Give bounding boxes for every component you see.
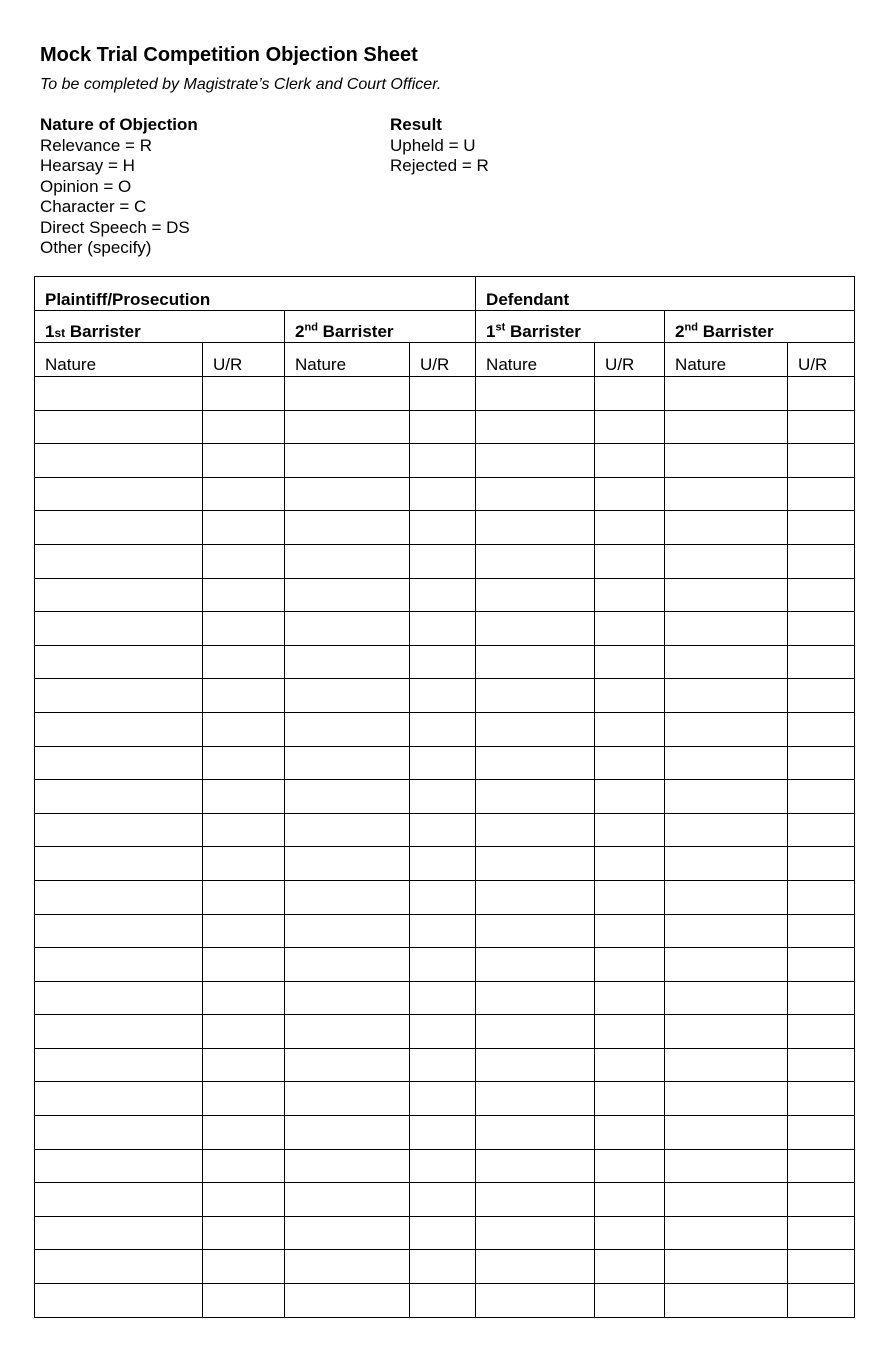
defendant-second-result-cell[interactable]	[788, 511, 855, 545]
defendant-second-nature-cell[interactable]	[665, 780, 788, 814]
defendant-second-result-cell[interactable]	[788, 544, 855, 578]
plaintiff-first-result-cell[interactable]	[203, 578, 285, 612]
plaintiff-second-result-cell[interactable]	[410, 444, 476, 478]
defendant-second-nature-cell[interactable]	[665, 948, 788, 982]
defendant-first-nature-cell[interactable]	[476, 377, 595, 411]
plaintiff-first-nature-cell[interactable]	[35, 477, 203, 511]
defendant-second-nature-cell[interactable]	[665, 880, 788, 914]
plaintiff-second-nature-cell[interactable]	[285, 746, 410, 780]
plaintiff-second-nature-cell[interactable]	[285, 847, 410, 881]
defendant-first-nature-cell[interactable]	[476, 679, 595, 713]
defendant-first-result-cell[interactable]	[595, 780, 665, 814]
defendant-first-nature-cell[interactable]	[476, 847, 595, 881]
result-legend-item: Rejected = R	[390, 156, 489, 175]
table-row	[35, 1082, 855, 1116]
plaintiff-second-nature-cell[interactable]	[285, 1183, 410, 1217]
plaintiff-second-result-cell[interactable]	[410, 410, 476, 444]
defendant-second-result-cell[interactable]	[788, 1048, 855, 1082]
defendant-first-result-cell[interactable]	[595, 578, 665, 612]
plaintiff-second-result-cell[interactable]	[410, 1048, 476, 1082]
defendant-second-result-cell[interactable]	[788, 1149, 855, 1183]
result-legend-item: Upheld = U	[390, 135, 476, 155]
defendant-second-nature-cell[interactable]	[665, 1048, 788, 1082]
plaintiff-first-result-cell[interactable]	[203, 948, 285, 982]
defendant-second-result-cell[interactable]	[788, 1216, 855, 1250]
table-row	[35, 981, 855, 1015]
table-row	[35, 1015, 855, 1049]
plaintiff-second-nature-cell[interactable]	[285, 1149, 410, 1183]
defendant-second-result-cell[interactable]	[788, 645, 855, 679]
plaintiff-first-barrister-header: 1st Barrister	[35, 311, 285, 343]
defendant-second-result-cell[interactable]	[788, 1183, 855, 1217]
table-row	[35, 477, 855, 511]
defendant-second-nature-cell[interactable]	[665, 813, 788, 847]
nature-legend-item: Hearsay = H	[40, 156, 135, 175]
plaintiff-first-result-cell[interactable]	[203, 377, 285, 411]
defendant-first-nature-cell[interactable]	[476, 544, 595, 578]
plaintiff-second-nature-cell[interactable]	[285, 679, 410, 713]
plaintiff-first-result-cell[interactable]	[203, 914, 285, 948]
plaintiff-second-nature-cell[interactable]	[285, 813, 410, 847]
defendant-first-result-cell[interactable]	[595, 645, 665, 679]
plaintiff-second-result-cell[interactable]	[410, 511, 476, 545]
plaintiff-first-nature-cell[interactable]	[35, 746, 203, 780]
defendant-second-result-cell[interactable]	[788, 444, 855, 478]
plaintiff-second-result-cell[interactable]	[410, 1250, 476, 1284]
defendant-first-result-cell[interactable]	[595, 1015, 665, 1049]
plaintiff-first-nature-cell[interactable]	[35, 880, 203, 914]
defendant-first-nature-cell[interactable]	[476, 712, 595, 746]
defendant-first-nature-cell[interactable]	[476, 645, 595, 679]
objection-table	[34, 276, 855, 1318]
table-row	[35, 1250, 855, 1284]
plaintiff-second-nature-cell[interactable]	[285, 544, 410, 578]
plaintiff-first-nature-cell[interactable]	[35, 612, 203, 646]
column-header-nature: Nature	[35, 343, 203, 377]
table-row	[35, 544, 855, 578]
defendant-second-result-cell[interactable]	[788, 948, 855, 982]
defendant-second-nature-cell[interactable]	[665, 444, 788, 478]
plaintiff-first-result-cell[interactable]	[203, 410, 285, 444]
plaintiff-second-nature-cell[interactable]	[285, 645, 410, 679]
plaintiff-first-result-cell[interactable]	[203, 1250, 285, 1284]
table-row	[35, 1216, 855, 1250]
defendant-first-result-cell[interactable]	[595, 1284, 665, 1318]
defendant-second-result-cell[interactable]	[788, 578, 855, 612]
defendant-second-result-cell[interactable]	[788, 712, 855, 746]
plaintiff-second-result-cell[interactable]	[410, 578, 476, 612]
plaintiff-first-result-cell[interactable]	[203, 1116, 285, 1150]
defendant-first-nature-cell[interactable]	[476, 511, 595, 545]
plaintiff-second-result-cell[interactable]	[410, 880, 476, 914]
defendant-first-nature-cell[interactable]	[476, 914, 595, 948]
table-row	[35, 1149, 855, 1183]
plaintiff-second-result-cell[interactable]	[410, 1183, 476, 1217]
defendant-first-nature-cell[interactable]	[476, 578, 595, 612]
defendant-first-nature-cell[interactable]	[476, 1015, 595, 1049]
defendant-first-result-cell[interactable]	[595, 444, 665, 478]
defendant-first-result-cell[interactable]	[595, 712, 665, 746]
table-row	[35, 948, 855, 982]
defendant-second-nature-cell[interactable]	[665, 477, 788, 511]
defendant-second-nature-cell[interactable]	[665, 1116, 788, 1150]
result-legend-heading: Result	[390, 115, 442, 134]
defendant-second-result-cell[interactable]	[788, 377, 855, 411]
plaintiff-first-result-cell[interactable]	[203, 1284, 285, 1318]
defendant-second-result-cell[interactable]	[788, 981, 855, 1015]
defendant-second-nature-cell[interactable]	[665, 679, 788, 713]
defendant-first-result-cell[interactable]	[595, 1250, 665, 1284]
defendant-first-nature-cell[interactable]	[476, 880, 595, 914]
defendant-first-nature-cell[interactable]	[476, 1048, 595, 1082]
defendant-second-nature-cell[interactable]	[665, 1216, 788, 1250]
plaintiff-first-result-cell[interactable]	[203, 847, 285, 881]
defendant-second-nature-cell[interactable]	[665, 578, 788, 612]
defendant-second-nature-cell[interactable]	[665, 914, 788, 948]
defendant-first-result-cell[interactable]	[595, 981, 665, 1015]
column-header-result: U/R	[788, 343, 855, 377]
plaintiff-first-result-cell[interactable]	[203, 444, 285, 478]
plaintiff-first-result-cell[interactable]	[203, 813, 285, 847]
plaintiff-first-nature-cell[interactable]	[35, 1183, 203, 1217]
defendant-first-result-cell[interactable]	[595, 914, 665, 948]
plaintiff-first-result-cell[interactable]	[203, 612, 285, 646]
plaintiff-second-nature-cell[interactable]	[285, 511, 410, 545]
table-row	[35, 780, 855, 814]
plaintiff-second-result-cell[interactable]	[410, 1216, 476, 1250]
result-legend	[390, 115, 489, 177]
defendant-first-result-cell[interactable]	[595, 813, 665, 847]
plaintiff-second-result-cell[interactable]	[410, 813, 476, 847]
defendant-first-result-cell[interactable]	[595, 880, 665, 914]
plaintiff-second-result-cell[interactable]	[410, 712, 476, 746]
table-row	[35, 1183, 855, 1217]
defendant-first-result-cell[interactable]	[595, 1149, 665, 1183]
plaintiff-first-result-cell[interactable]	[203, 1183, 285, 1217]
defendant-first-result-cell[interactable]	[595, 1183, 665, 1217]
plaintiff-first-result-cell[interactable]	[203, 645, 285, 679]
plaintiff-second-result-cell[interactable]	[410, 1015, 476, 1049]
defendant-first-result-cell[interactable]	[595, 1048, 665, 1082]
defendant-first-result-cell[interactable]	[595, 948, 665, 982]
plaintiff-second-nature-cell[interactable]	[285, 612, 410, 646]
defendant-second-result-cell[interactable]	[788, 477, 855, 511]
defendant-first-nature-cell[interactable]	[476, 410, 595, 444]
table-row	[35, 612, 855, 646]
defendant-first-result-cell[interactable]	[595, 1082, 665, 1116]
column-header-result: U/R	[595, 343, 665, 377]
plaintiff-first-nature-cell[interactable]	[35, 1116, 203, 1150]
defendant-first-nature-cell[interactable]	[476, 444, 595, 478]
defendant-second-result-cell[interactable]	[788, 1284, 855, 1318]
column-header-result: U/R	[203, 343, 285, 377]
plaintiff-first-nature-cell[interactable]	[35, 1015, 203, 1049]
plaintiff-second-nature-cell[interactable]	[285, 1116, 410, 1150]
column-header-nature: Nature	[665, 343, 788, 377]
plaintiff-second-result-cell[interactable]	[410, 477, 476, 511]
table-row	[35, 847, 855, 881]
objection-entries	[35, 377, 855, 1318]
plaintiff-first-result-cell[interactable]	[203, 477, 285, 511]
nature-legend-heading: Nature of Objection	[40, 115, 198, 134]
plaintiff-first-result-cell[interactable]	[203, 981, 285, 1015]
defendant-first-result-cell[interactable]	[595, 410, 665, 444]
defendant-first-result-cell[interactable]	[595, 544, 665, 578]
defendant-second-result-cell[interactable]	[788, 914, 855, 948]
column-header-nature: Nature	[476, 343, 595, 377]
table-row	[35, 578, 855, 612]
plaintiff-second-nature-cell[interactable]	[285, 1048, 410, 1082]
defendant-second-result-cell[interactable]	[788, 813, 855, 847]
plaintiff-first-nature-cell[interactable]	[35, 1216, 203, 1250]
plaintiff-first-nature-cell[interactable]	[35, 444, 203, 478]
defendant-first-result-cell[interactable]	[595, 1216, 665, 1250]
plaintiff-first-nature-cell[interactable]	[35, 847, 203, 881]
plaintiff-first-nature-cell[interactable]	[35, 813, 203, 847]
defendant-first-result-cell[interactable]	[595, 1116, 665, 1150]
defendant-first-nature-cell[interactable]	[476, 1250, 595, 1284]
sheet-instructions: To be completed by Magistrate’s Clerk and Court Officer.	[40, 76, 442, 93]
plaintiff-second-nature-cell[interactable]	[285, 914, 410, 948]
plaintiff-second-nature-cell[interactable]	[285, 578, 410, 612]
plaintiff-second-result-cell[interactable]	[410, 847, 476, 881]
defendant-second-nature-cell[interactable]	[665, 612, 788, 646]
plaintiff-first-result-cell[interactable]	[203, 746, 285, 780]
defendant-first-result-cell[interactable]	[595, 511, 665, 545]
defendant-second-nature-cell[interactable]	[665, 712, 788, 746]
plaintiff-first-result-cell[interactable]	[203, 1216, 285, 1250]
defendant-second-nature-cell[interactable]	[665, 645, 788, 679]
plaintiff-second-nature-cell[interactable]	[285, 712, 410, 746]
defendant-first-result-cell[interactable]	[595, 477, 665, 511]
nature-legend-item: Opinion = O	[40, 176, 132, 196]
defendant-first-nature-cell[interactable]	[476, 1149, 595, 1183]
table-row	[35, 1116, 855, 1150]
plaintiff-second-result-cell[interactable]	[410, 1082, 476, 1116]
defendant-second-barrister-header: 2nd Barrister	[665, 311, 855, 343]
nature-legend-item: Other (specify)	[40, 238, 152, 257]
plaintiff-first-nature-cell[interactable]	[35, 1149, 203, 1183]
table-row	[35, 914, 855, 948]
defendant-first-result-cell[interactable]	[595, 679, 665, 713]
plaintiff-second-nature-cell[interactable]	[285, 1284, 410, 1318]
plaintiff-second-result-cell[interactable]	[410, 981, 476, 1015]
defendant-first-result-cell[interactable]	[595, 847, 665, 881]
defendant-first-nature-cell[interactable]	[476, 1116, 595, 1150]
plaintiff-second-result-cell[interactable]	[410, 914, 476, 948]
plaintiff-second-nature-cell[interactable]	[285, 410, 410, 444]
plaintiff-first-nature-cell[interactable]	[35, 544, 203, 578]
defendant-first-nature-cell[interactable]	[476, 612, 595, 646]
plaintiff-second-result-cell[interactable]	[410, 948, 476, 982]
plaintiff-first-result-cell[interactable]	[203, 1082, 285, 1116]
table-row	[35, 1048, 855, 1082]
defendant-first-result-cell[interactable]	[595, 746, 665, 780]
defendant-second-nature-cell[interactable]	[665, 746, 788, 780]
defendant-first-nature-cell[interactable]	[476, 780, 595, 814]
plaintiff-second-result-cell[interactable]	[410, 1149, 476, 1183]
plaintiff-first-nature-cell[interactable]	[35, 981, 203, 1015]
defendant-second-nature-cell[interactable]	[665, 847, 788, 881]
plaintiff-first-nature-cell[interactable]	[35, 410, 203, 444]
defendant-second-result-cell[interactable]	[788, 1015, 855, 1049]
plaintiff-first-result-cell[interactable]	[203, 712, 285, 746]
defendant-first-result-cell[interactable]	[595, 612, 665, 646]
plaintiff-second-nature-cell[interactable]	[285, 1015, 410, 1049]
plaintiff-first-result-cell[interactable]	[203, 679, 285, 713]
plaintiff-second-nature-cell[interactable]	[285, 1250, 410, 1284]
table-row	[35, 444, 855, 478]
table-row	[35, 880, 855, 914]
plaintiff-second-result-cell[interactable]	[410, 679, 476, 713]
table-row	[35, 1284, 855, 1318]
plaintiff-first-nature-cell[interactable]	[35, 511, 203, 545]
defendant-second-result-cell[interactable]	[788, 1116, 855, 1150]
plaintiff-second-result-cell[interactable]	[410, 1116, 476, 1150]
nature-legend-item: Relevance = R	[40, 135, 152, 155]
defendant-header: Defendant	[476, 277, 855, 311]
plaintiff-first-nature-cell[interactable]	[35, 679, 203, 713]
plaintiff-second-nature-cell[interactable]	[285, 880, 410, 914]
defendant-second-nature-cell[interactable]	[665, 410, 788, 444]
plaintiff-second-barrister-header: 2nd Barrister	[285, 311, 476, 343]
defendant-second-nature-cell[interactable]	[665, 1284, 788, 1318]
column-header-nature: Nature	[285, 343, 410, 377]
defendant-second-result-cell[interactable]	[788, 1082, 855, 1116]
defendant-second-nature-cell[interactable]	[665, 1149, 788, 1183]
defendant-second-nature-cell[interactable]	[665, 981, 788, 1015]
defendant-second-result-cell[interactable]	[788, 679, 855, 713]
plaintiff-second-nature-cell[interactable]	[285, 780, 410, 814]
table-row	[35, 410, 855, 444]
table-row	[35, 377, 855, 411]
plaintiff-first-nature-cell[interactable]	[35, 1048, 203, 1082]
defendant-first-barrister-header: 1st Barrister	[476, 311, 665, 343]
plaintiff-first-result-cell[interactable]	[203, 1149, 285, 1183]
defendant-second-result-cell[interactable]	[788, 1250, 855, 1284]
plaintiff-first-nature-cell[interactable]	[35, 914, 203, 948]
plaintiff-second-result-cell[interactable]	[410, 544, 476, 578]
defendant-second-nature-cell[interactable]	[665, 377, 788, 411]
plaintiff-first-result-cell[interactable]	[203, 780, 285, 814]
plaintiff-second-nature-cell[interactable]	[285, 948, 410, 982]
plaintiff-second-nature-cell[interactable]	[285, 1216, 410, 1250]
plaintiff-second-result-cell[interactable]	[410, 780, 476, 814]
plaintiff-second-result-cell[interactable]	[410, 612, 476, 646]
defendant-first-nature-cell[interactable]	[476, 1183, 595, 1217]
defendant-first-nature-cell[interactable]	[476, 1082, 595, 1116]
defendant-second-result-cell[interactable]	[788, 612, 855, 646]
plaintiff-second-nature-cell[interactable]	[285, 377, 410, 411]
plaintiff-first-result-cell[interactable]	[203, 544, 285, 578]
sheet-title: Mock Trial Competition Objection Sheet	[40, 44, 418, 66]
plaintiff-first-nature-cell[interactable]	[35, 1082, 203, 1116]
plaintiff-second-result-cell[interactable]	[410, 377, 476, 411]
nature-legend-item: Direct Speech = DS	[40, 217, 190, 237]
plaintiff-first-nature-cell[interactable]	[35, 712, 203, 746]
defendant-first-nature-cell[interactable]	[476, 1216, 595, 1250]
nature-of-objection-legend	[40, 115, 198, 259]
plaintiff-first-nature-cell[interactable]	[35, 645, 203, 679]
defendant-first-nature-cell[interactable]	[476, 477, 595, 511]
plaintiff-first-nature-cell[interactable]	[35, 578, 203, 612]
table-row	[35, 679, 855, 713]
defendant-first-nature-cell[interactable]	[476, 746, 595, 780]
table-row	[35, 645, 855, 679]
plaintiff-first-nature-cell[interactable]	[35, 948, 203, 982]
plaintiff-first-result-cell[interactable]	[203, 511, 285, 545]
defendant-first-nature-cell[interactable]	[476, 948, 595, 982]
defendant-second-result-cell[interactable]	[788, 880, 855, 914]
plaintiff-second-nature-cell[interactable]	[285, 477, 410, 511]
defendant-second-nature-cell[interactable]	[665, 1082, 788, 1116]
defendant-second-nature-cell[interactable]	[665, 544, 788, 578]
plaintiff-first-result-cell[interactable]	[203, 1048, 285, 1082]
plaintiff-second-nature-cell[interactable]	[285, 981, 410, 1015]
table-row	[35, 813, 855, 847]
plaintiff-second-nature-cell[interactable]	[285, 1082, 410, 1116]
defendant-second-result-cell[interactable]	[788, 780, 855, 814]
plaintiff-prosecution-header: Plaintiff/Prosecution	[35, 277, 476, 311]
defendant-second-nature-cell[interactable]	[665, 1183, 788, 1217]
plaintiff-second-nature-cell[interactable]	[285, 444, 410, 478]
table-row	[35, 712, 855, 746]
defendant-second-nature-cell[interactable]	[665, 1250, 788, 1284]
table-row	[35, 511, 855, 545]
nature-legend-item: Character = C	[40, 197, 147, 216]
plaintiff-first-nature-cell[interactable]	[35, 1250, 203, 1284]
plaintiff-first-result-cell[interactable]	[203, 1015, 285, 1049]
plaintiff-first-nature-cell[interactable]	[35, 377, 203, 411]
plaintiff-second-result-cell[interactable]	[410, 746, 476, 780]
defendant-second-result-cell[interactable]	[788, 410, 855, 444]
plaintiff-first-nature-cell[interactable]	[35, 1284, 203, 1318]
column-header-result: U/R	[410, 343, 476, 377]
defendant-second-result-cell[interactable]	[788, 847, 855, 881]
plaintiff-first-nature-cell[interactable]	[35, 780, 203, 814]
plaintiff-second-result-cell[interactable]	[410, 1284, 476, 1318]
defendant-first-nature-cell[interactable]	[476, 813, 595, 847]
defendant-second-nature-cell[interactable]	[665, 1015, 788, 1049]
plaintiff-second-result-cell[interactable]	[410, 645, 476, 679]
defendant-first-nature-cell[interactable]	[476, 981, 595, 1015]
defendant-second-result-cell[interactable]	[788, 746, 855, 780]
table-row	[35, 746, 855, 780]
defendant-second-nature-cell[interactable]	[665, 511, 788, 545]
defendant-first-nature-cell[interactable]	[476, 1284, 595, 1318]
defendant-first-result-cell[interactable]	[595, 377, 665, 411]
plaintiff-first-result-cell[interactable]	[203, 880, 285, 914]
